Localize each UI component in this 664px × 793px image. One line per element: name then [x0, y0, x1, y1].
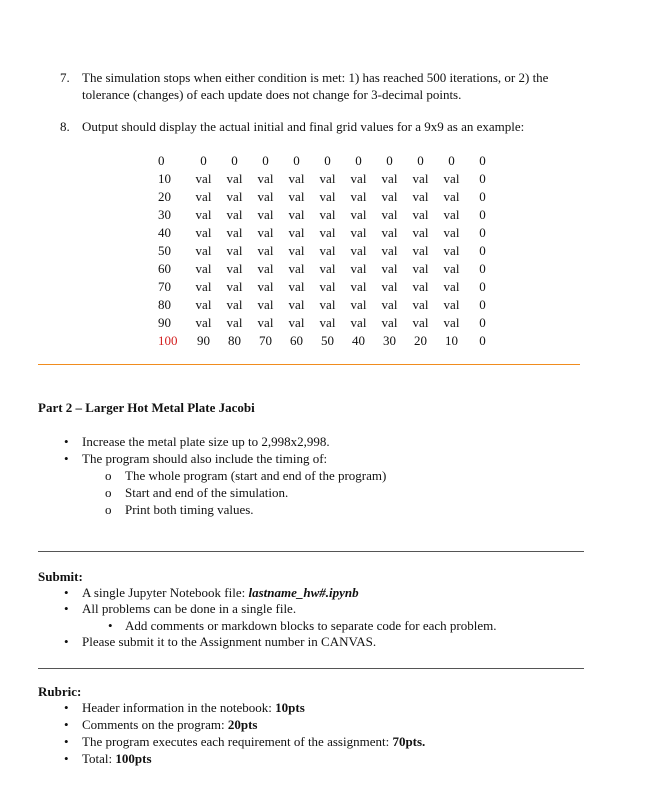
part2-bullet1: Increase the metal plate size up to 2,998x2,998.	[82, 434, 330, 449]
grid-cell: val	[319, 207, 336, 222]
part2-title: Part 2 – Larger Hot Metal Plate Jacobi	[38, 400, 255, 415]
grid-cell: val	[412, 315, 429, 330]
grid-cell: val	[195, 189, 212, 204]
grid-row	[152, 206, 498, 224]
bullet-dot: •	[64, 434, 69, 449]
grid-cell: val	[381, 297, 398, 312]
grid-cell: 10	[158, 171, 171, 186]
grid-cell: val	[226, 315, 243, 330]
rubric-item-2-text: Comments on the program:	[82, 717, 228, 732]
section-divider	[38, 668, 584, 669]
grid-cell: 0	[479, 171, 486, 186]
grid-cell: val	[412, 261, 429, 276]
bullet-dot: •	[64, 585, 69, 600]
grid-cell: val	[350, 297, 367, 312]
grid-cell: val	[195, 297, 212, 312]
rubric-item-1	[82, 700, 305, 716]
rubric-item-4-text: Total:	[82, 751, 116, 766]
grid-cell: 60	[290, 333, 303, 348]
grid-cell: 40	[352, 333, 365, 348]
submit-title: Submit:	[38, 569, 83, 584]
item-8-text: Output should display the actual initial and final grid values for a 9x9 as an example:	[82, 119, 525, 134]
submit-bullet3: Please submit it to the Assignment number in CANVAS.	[82, 634, 377, 649]
grid-cell: val	[443, 315, 460, 330]
part2-sub1: The whole program (start and end of the program)	[125, 468, 387, 483]
grid-cell: val	[381, 189, 398, 204]
grid-cell: 0	[479, 243, 486, 258]
sub-bullet-circle: o	[105, 485, 112, 500]
grid-cell: 0	[158, 153, 165, 168]
grid-cell: 80	[158, 297, 171, 312]
grid-cell: val	[257, 261, 274, 276]
grid-cell: val	[195, 279, 212, 294]
grid-cell: 0	[479, 207, 486, 222]
grid-cell: 0	[448, 153, 455, 168]
grid-cell: val	[288, 279, 305, 294]
bullet-dot: •	[108, 618, 113, 633]
grid-cell: val	[381, 315, 398, 330]
grid-cell: val	[257, 315, 274, 330]
grid-cell: val	[443, 261, 460, 276]
part2-sub2: Start and end of the simulation.	[125, 485, 289, 500]
rubric-item-2-points: 20pts	[227, 717, 258, 732]
grid-cell: val	[319, 315, 336, 330]
grid-cell: 0	[324, 153, 331, 168]
grid-cell: val	[381, 243, 398, 258]
grid-cell: 20	[414, 333, 427, 348]
grid-cell: val	[226, 243, 243, 258]
grid-cell: val	[226, 189, 243, 204]
grid-cell: val	[443, 243, 460, 258]
grid-cell: val	[288, 171, 305, 186]
submit-filename: lastname_hw#.ipynb	[248, 585, 359, 600]
grid-cell: val	[381, 207, 398, 222]
item-7-line2: tolerance (changes) of each update does not change for 3-decimal points.	[82, 87, 462, 102]
grid-cell: val	[350, 243, 367, 258]
grid-cell: val	[350, 207, 367, 222]
grid-cell: 30	[158, 207, 171, 222]
grid-cell: 0	[479, 189, 486, 204]
rubric-item-3	[82, 734, 425, 750]
grid-cell: val	[319, 297, 336, 312]
bullet-dot: •	[64, 734, 69, 749]
grid-cell: 0	[479, 297, 486, 312]
grid-cell: 0	[293, 153, 300, 168]
grid-cell: val	[288, 297, 305, 312]
grid-cell: val	[443, 297, 460, 312]
grid-cell: val	[257, 297, 274, 312]
sub-bullet-circle: o	[105, 502, 112, 517]
grid-cell: val	[288, 243, 305, 258]
grid-cell: val	[319, 279, 336, 294]
grid-cell: 40	[158, 225, 171, 240]
grid-cell: 0	[417, 153, 424, 168]
grid-cell: 0	[386, 153, 393, 168]
grid-cell: 70	[158, 279, 171, 294]
rubric-item-3-text: The program executes each requirement of the assignment:	[82, 734, 393, 749]
grid-cell: val	[319, 189, 336, 204]
rubric-item-1-text: Header information in the notebook:	[82, 700, 276, 715]
rubric-item-3-points: 70pts.	[392, 734, 426, 749]
grid-cell: val	[226, 261, 243, 276]
grid-cell: val	[195, 261, 212, 276]
grid-cell: val	[412, 171, 429, 186]
grid-cell: 0	[479, 261, 486, 276]
grid-cell: 0	[479, 315, 486, 330]
grid-cell: val	[195, 243, 212, 258]
grid-cell: val	[443, 279, 460, 294]
grid-cell: val	[412, 225, 429, 240]
grid-cell: 0	[479, 279, 486, 294]
part2-sub3: Print both timing values.	[125, 502, 254, 517]
grid-cell: 0	[200, 153, 207, 168]
grid-row	[152, 278, 498, 296]
rubric-title: Rubric:	[38, 684, 82, 699]
grid-cell: val	[412, 189, 429, 204]
grid-cell: 90	[197, 333, 210, 348]
grid-row	[152, 188, 498, 206]
grid-cell: 30	[383, 333, 396, 348]
rubric-item-4	[82, 751, 152, 767]
grid-cell: 0	[479, 333, 486, 348]
grid-row	[152, 296, 498, 314]
grid-cell: 0	[479, 153, 486, 168]
submit-bullet2: All problems can be done in a single file.	[82, 601, 297, 616]
grid-cell: val	[226, 171, 243, 186]
grid-cell: val	[319, 243, 336, 258]
grid-cell: val	[288, 189, 305, 204]
grid-cell: 0	[355, 153, 362, 168]
rubric-item-1-points: 10pts	[275, 700, 305, 715]
section-divider-orange	[38, 364, 580, 365]
grid-cell: val	[412, 297, 429, 312]
grid-row	[152, 260, 498, 278]
grid-cell: val	[288, 261, 305, 276]
bullet-dot: •	[64, 717, 69, 732]
grid-cell: val	[195, 225, 212, 240]
grid-cell: val	[350, 225, 367, 240]
grid-cell: val	[257, 189, 274, 204]
grid-cell: val	[226, 207, 243, 222]
grid-cell: val	[257, 279, 274, 294]
grid-cell: val	[350, 189, 367, 204]
section-divider	[38, 551, 584, 552]
grid-cell: 100	[158, 333, 178, 348]
grid-cell: val	[195, 207, 212, 222]
grid-cell: 50	[321, 333, 334, 348]
grid-cell: val	[350, 261, 367, 276]
grid-table	[152, 152, 498, 350]
grid-cell: 0	[479, 225, 486, 240]
item-8-number: 8.	[60, 119, 70, 134]
grid-cell: 10	[445, 333, 458, 348]
grid-cell: val	[226, 225, 243, 240]
grid-cell: val	[319, 225, 336, 240]
grid-row	[152, 170, 498, 188]
grid-cell: 0	[231, 153, 238, 168]
grid-cell: val	[443, 171, 460, 186]
grid-cell: 70	[259, 333, 272, 348]
grid-cell: val	[319, 171, 336, 186]
grid-cell: val	[443, 189, 460, 204]
bullet-dot: •	[64, 451, 69, 466]
grid-cell: 90	[158, 315, 171, 330]
submit-bullet1-prefix: A single Jupyter Notebook file:	[82, 585, 249, 600]
grid-cell: val	[319, 261, 336, 276]
grid-cell: val	[381, 225, 398, 240]
grid-cell: val	[226, 297, 243, 312]
item-7-number: 7.	[60, 70, 70, 85]
item-7-line1: The simulation stops when either condition is met: 1) has reached 500 iterations, or 2) the	[82, 70, 549, 85]
rubric-item-2	[82, 717, 258, 733]
grid-row	[152, 332, 498, 350]
grid-cell: val	[443, 225, 460, 240]
grid-cell: val	[381, 261, 398, 276]
grid-cell: val	[381, 171, 398, 186]
grid-cell: val	[350, 315, 367, 330]
grid-cell: val	[412, 243, 429, 258]
grid-cell: val	[257, 171, 274, 186]
grid-cell: val	[257, 243, 274, 258]
grid-cell: 20	[158, 189, 171, 204]
grid-cell: val	[195, 315, 212, 330]
grid-cell: val	[350, 171, 367, 186]
grid-cell: val	[412, 279, 429, 294]
grid-cell: val	[381, 279, 398, 294]
grid-row	[152, 152, 498, 170]
grid-cell: val	[350, 279, 367, 294]
grid-cell: 60	[158, 261, 171, 276]
bullet-dot: •	[64, 601, 69, 616]
submit-bullet1	[82, 585, 359, 601]
bullet-dot: •	[64, 700, 69, 715]
grid-row	[152, 242, 498, 260]
grid-cell: val	[443, 207, 460, 222]
grid-cell: 0	[262, 153, 269, 168]
grid-row	[152, 224, 498, 242]
bullet-dot: •	[64, 751, 69, 766]
grid-row	[152, 314, 498, 332]
grid-cell: val	[257, 225, 274, 240]
grid-cell: val	[288, 207, 305, 222]
bullet-dot: •	[64, 634, 69, 649]
grid-cell: val	[288, 315, 305, 330]
part2-bullet2: The program should also include the timing of:	[82, 451, 328, 466]
grid-cell: val	[412, 207, 429, 222]
sub-bullet-circle: o	[105, 468, 112, 483]
grid-cell: val	[288, 225, 305, 240]
submit-bullet2-sub: Add comments or markdown blocks to separate code for each problem.	[125, 618, 497, 633]
rubric-item-4-points: 100pts	[115, 751, 152, 766]
grid-cell: val	[257, 207, 274, 222]
grid-cell: val	[195, 171, 212, 186]
grid-cell: 50	[158, 243, 171, 258]
grid-cell: 80	[228, 333, 241, 348]
grid-cell: val	[226, 279, 243, 294]
